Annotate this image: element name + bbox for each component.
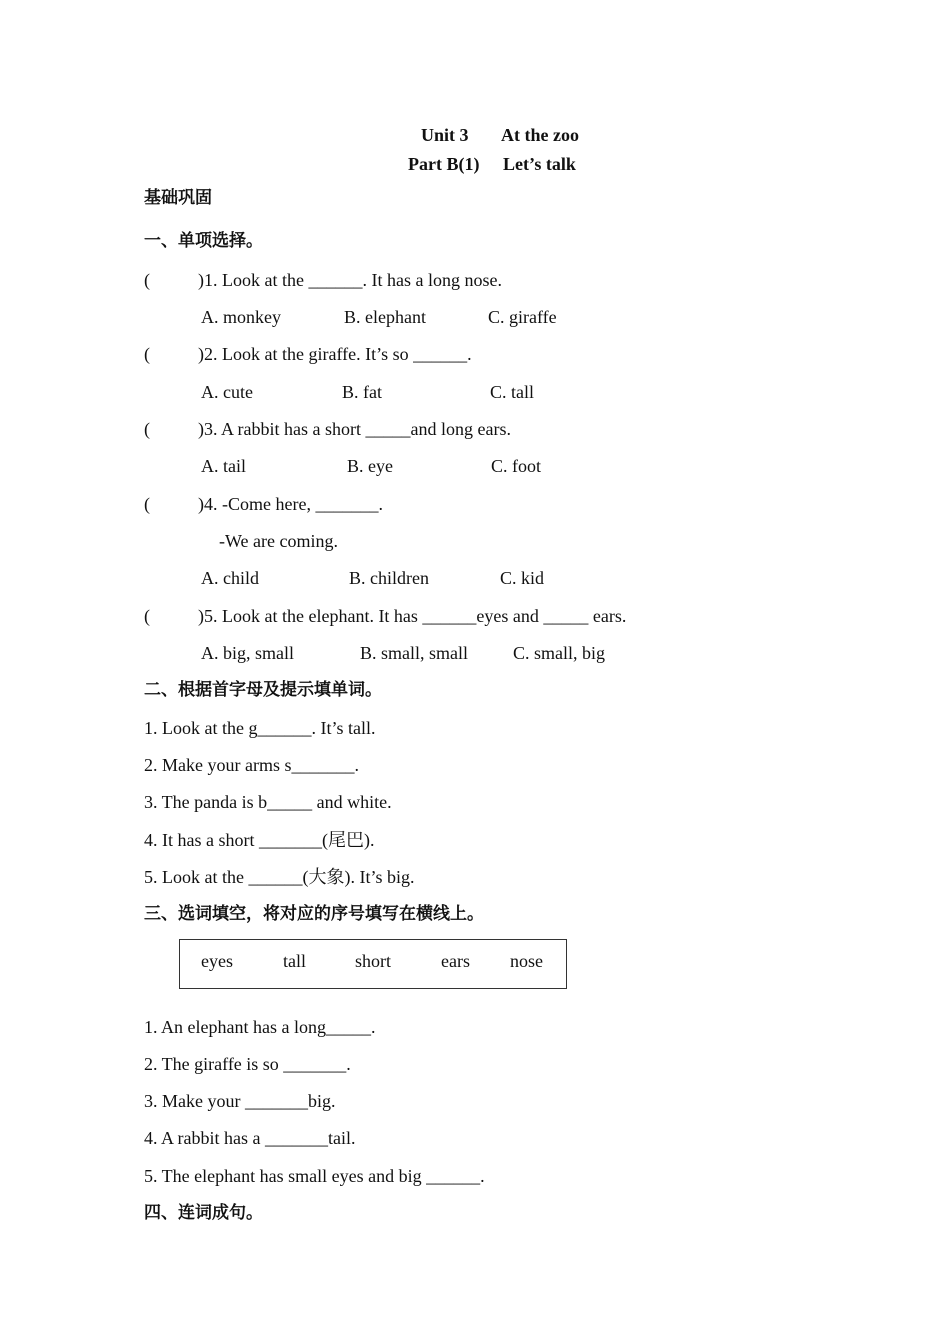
option-c[interactable]: C. tall: [490, 382, 534, 402]
option-b[interactable]: B. elephant: [344, 307, 426, 327]
option-b[interactable]: B. eye: [347, 456, 393, 476]
option-c[interactable]: C. small, big: [513, 643, 606, 663]
choose-item-2[interactable]: 2. The giraffe is so _______.: [144, 1054, 351, 1074]
option-b[interactable]: B. children: [349, 568, 429, 588]
section1-heading: 一、单项选择。: [144, 231, 263, 251]
answer-paren[interactable]: (: [144, 344, 150, 364]
fill-item-5[interactable]: 5. Look at the ______(大象). It’s big.: [144, 867, 415, 887]
word-bank-box: [179, 939, 567, 989]
option-c[interactable]: C. foot: [491, 456, 542, 476]
word-bank-word: tall: [283, 951, 306, 971]
choose-item-5[interactable]: 5. The elephant has small eyes and big ______.: [144, 1166, 485, 1186]
fill-item-4[interactable]: 4. It has a short _______(尾巴).: [144, 830, 375, 850]
part-label: Part B(1): [408, 154, 480, 174]
option-a[interactable]: A. cute: [201, 382, 253, 402]
part-title: Let’s talk: [503, 154, 576, 174]
option-a[interactable]: A. monkey: [201, 307, 281, 327]
option-a[interactable]: A. big, small: [201, 643, 294, 663]
fill-item-1[interactable]: 1. Look at the g______. It’s tall.: [144, 718, 376, 738]
option-b[interactable]: B. small, small: [360, 643, 468, 663]
choose-item-3[interactable]: 3. Make your _______big.: [144, 1091, 336, 1111]
question-stem: )5. Look at the elephant. It has ______eyes and _____ ears.: [198, 606, 627, 626]
option-c[interactable]: C. kid: [500, 568, 545, 588]
option-a[interactable]: A. child: [201, 568, 259, 588]
word-bank-word: nose: [510, 951, 543, 971]
option-a[interactable]: A. tail: [201, 456, 246, 476]
question-stem: )1. Look at the ______. It has a long nose.: [198, 270, 502, 290]
option-c[interactable]: C. giraffe: [488, 307, 557, 327]
section2-heading: 二、根据首字母及提示填单词。: [144, 680, 382, 700]
section3-heading: 三、选词填空，将对应的序号填写在横线上。: [144, 904, 484, 924]
question-stem: )2. Look at the giraffe. It’s so ______.: [198, 344, 472, 364]
question-stem: )3. A rabbit has a short _____and long ears.: [198, 419, 511, 439]
fill-item-3[interactable]: 3. The panda is b_____ and white.: [144, 792, 392, 812]
answer-paren[interactable]: (: [144, 419, 150, 439]
question-stem: )4. -Come here, _______.: [198, 494, 383, 514]
unit-label: Unit 3: [421, 125, 469, 145]
fill-item-2[interactable]: 2. Make your arms s_______.: [144, 755, 359, 775]
option-b[interactable]: B. fat: [342, 382, 382, 402]
answer-paren[interactable]: (: [144, 606, 150, 626]
answer-paren[interactable]: (: [144, 494, 150, 514]
unit-title: At the zoo: [501, 125, 579, 145]
section4-heading: 四、连词成句。: [144, 1203, 263, 1223]
choose-item-1[interactable]: 1. An elephant has a long_____.: [144, 1017, 376, 1037]
word-bank-word: eyes: [201, 951, 233, 971]
question-reply: -We are coming.: [219, 531, 338, 551]
choose-item-4[interactable]: 4. A rabbit has a _______tail.: [144, 1128, 356, 1148]
word-bank-word: ears: [441, 951, 470, 971]
answer-paren[interactable]: (: [144, 270, 150, 290]
word-bank-word: short: [355, 951, 391, 971]
level-heading: 基础巩固: [144, 188, 212, 208]
